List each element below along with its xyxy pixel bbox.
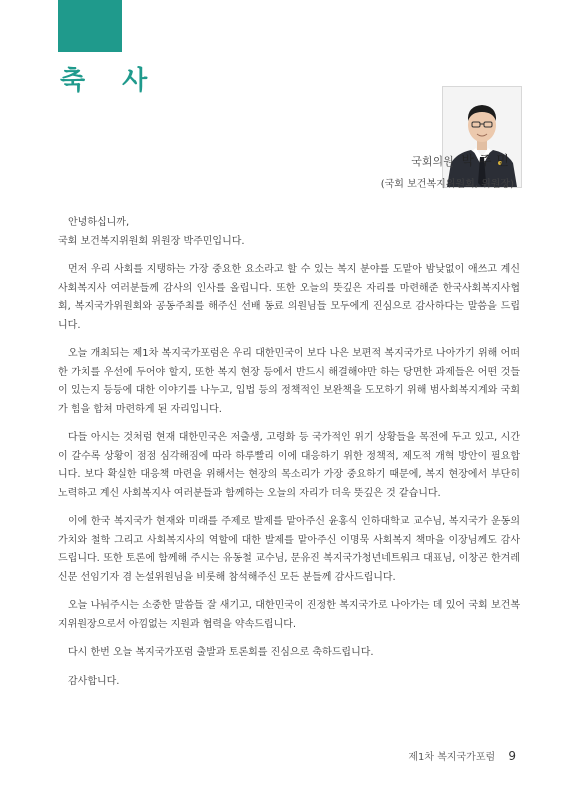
footer-publication: 제1차 복지국가포럼 [408, 752, 496, 763]
greeting-line-2: 국회 보건복지위원회 위원장 박주민입니다. [58, 235, 245, 247]
author-affiliation: (국회 보건복지위원회, 위원장) [380, 179, 514, 190]
header-accent-block [58, 0, 122, 52]
author-title-row [381, 150, 514, 169]
author-title: 국회의원 [411, 155, 454, 168]
author-name: 박주민 [461, 154, 514, 169]
author-byline [381, 150, 514, 190]
paragraph-congratulations: 다시 한번 오늘 복지국가포럼 출발과 토론회를 진심으로 축하드립니다. [68, 647, 374, 658]
greeting-line-1: 안녕하십니까, [68, 217, 130, 228]
greeting [58, 214, 520, 251]
paragraph-presenters: 이에 한국 복지국가 현재와 미래를 주제로 발제를 맡아주신 윤홍식 인하대학교 교수님, 복지국가 운동의 가치와 철학 그리고 사회복지사의 역할에 대한 발제를 맡아주신 이명묵 사회복지 책마을 이장님께도 감사드립니다. 또한 토론에 함께해 주시는 유동철 교수님, 문유진 복지국가청년네트워크 대표님, 이창곤 한겨레신문 선임기자 겸 논설위원님을 비롯해 참석해주신 모든 분들께 감사드립니다. [58, 516, 520, 583]
page-title: 축 사 [60, 66, 162, 96]
page-footer [408, 748, 516, 763]
letter-body [58, 214, 520, 701]
page-number: 9 [508, 749, 516, 763]
paragraph-thanks: 먼저 우리 사회를 지탱하는 가장 중요한 요소라고 할 수 있는 복지 분야를 도맡아 밤낮없이 애쓰고 계신 사회복지사 여러분들께 감사의 인사를 올립니다. 또한 오늘의 뜻깊은 자리를 마련해준 한국사회복지사협회, 복지국가위원회와 공동주최를 해주신 선배 동료 의원님들 모두에게 진심으로 감사하다는 말씀을 드립니다. [58, 264, 520, 331]
paragraph-closing: 감사합니다. [68, 675, 120, 687]
paragraph-promise: 오늘 나눠주시는 소중한 말씀들 잘 새기고, 대한민국이 진정한 복지국가로 나아가는 데 있어 국회 보건복지위원장으로서 아낌없는 지원과 협력을 약속드립니다. [58, 600, 520, 630]
paragraph-forum-purpose: 오늘 개최되는 제1차 복지국가포럼은 우리 대한민국이 보다 나은 보편적 복지국가로 나아가기 위해 어떠한 가치를 우선에 두어야 할지, 또한 복지 현장 등에서 반드시 해결해야만 하는 당면한 과제들은 어떤 것들이 있는지 등등에 대한 이야기를 나누고, 입법 등의 정책적인 보완책을 도모하기 위해 범사회복지계와 국회가 힘을 합쳐 마련하게 된 자리입니다. [58, 348, 520, 415]
paragraph-national-crisis: 다들 아시는 것처럼 현재 대한민국은 저출생, 고령화 등 국가적인 위기 상황들을 목전에 두고 있고, 시간이 갈수록 상황이 점점 심각해짐에 따라 하루빨리 이에 대응하기 위한 정책적, 제도적 개혁 방안이 필요합니다. 보다 확실한 대응책 마련을 위해서는 현장의 목소리가 가장 중요하기 때문에, 복지 현장에서 부단히 노력하고 계신 사회복지사 여러분들과 함께하는 오늘의 자리가 더욱 뜻깊은 것 같습니다. [58, 432, 520, 499]
